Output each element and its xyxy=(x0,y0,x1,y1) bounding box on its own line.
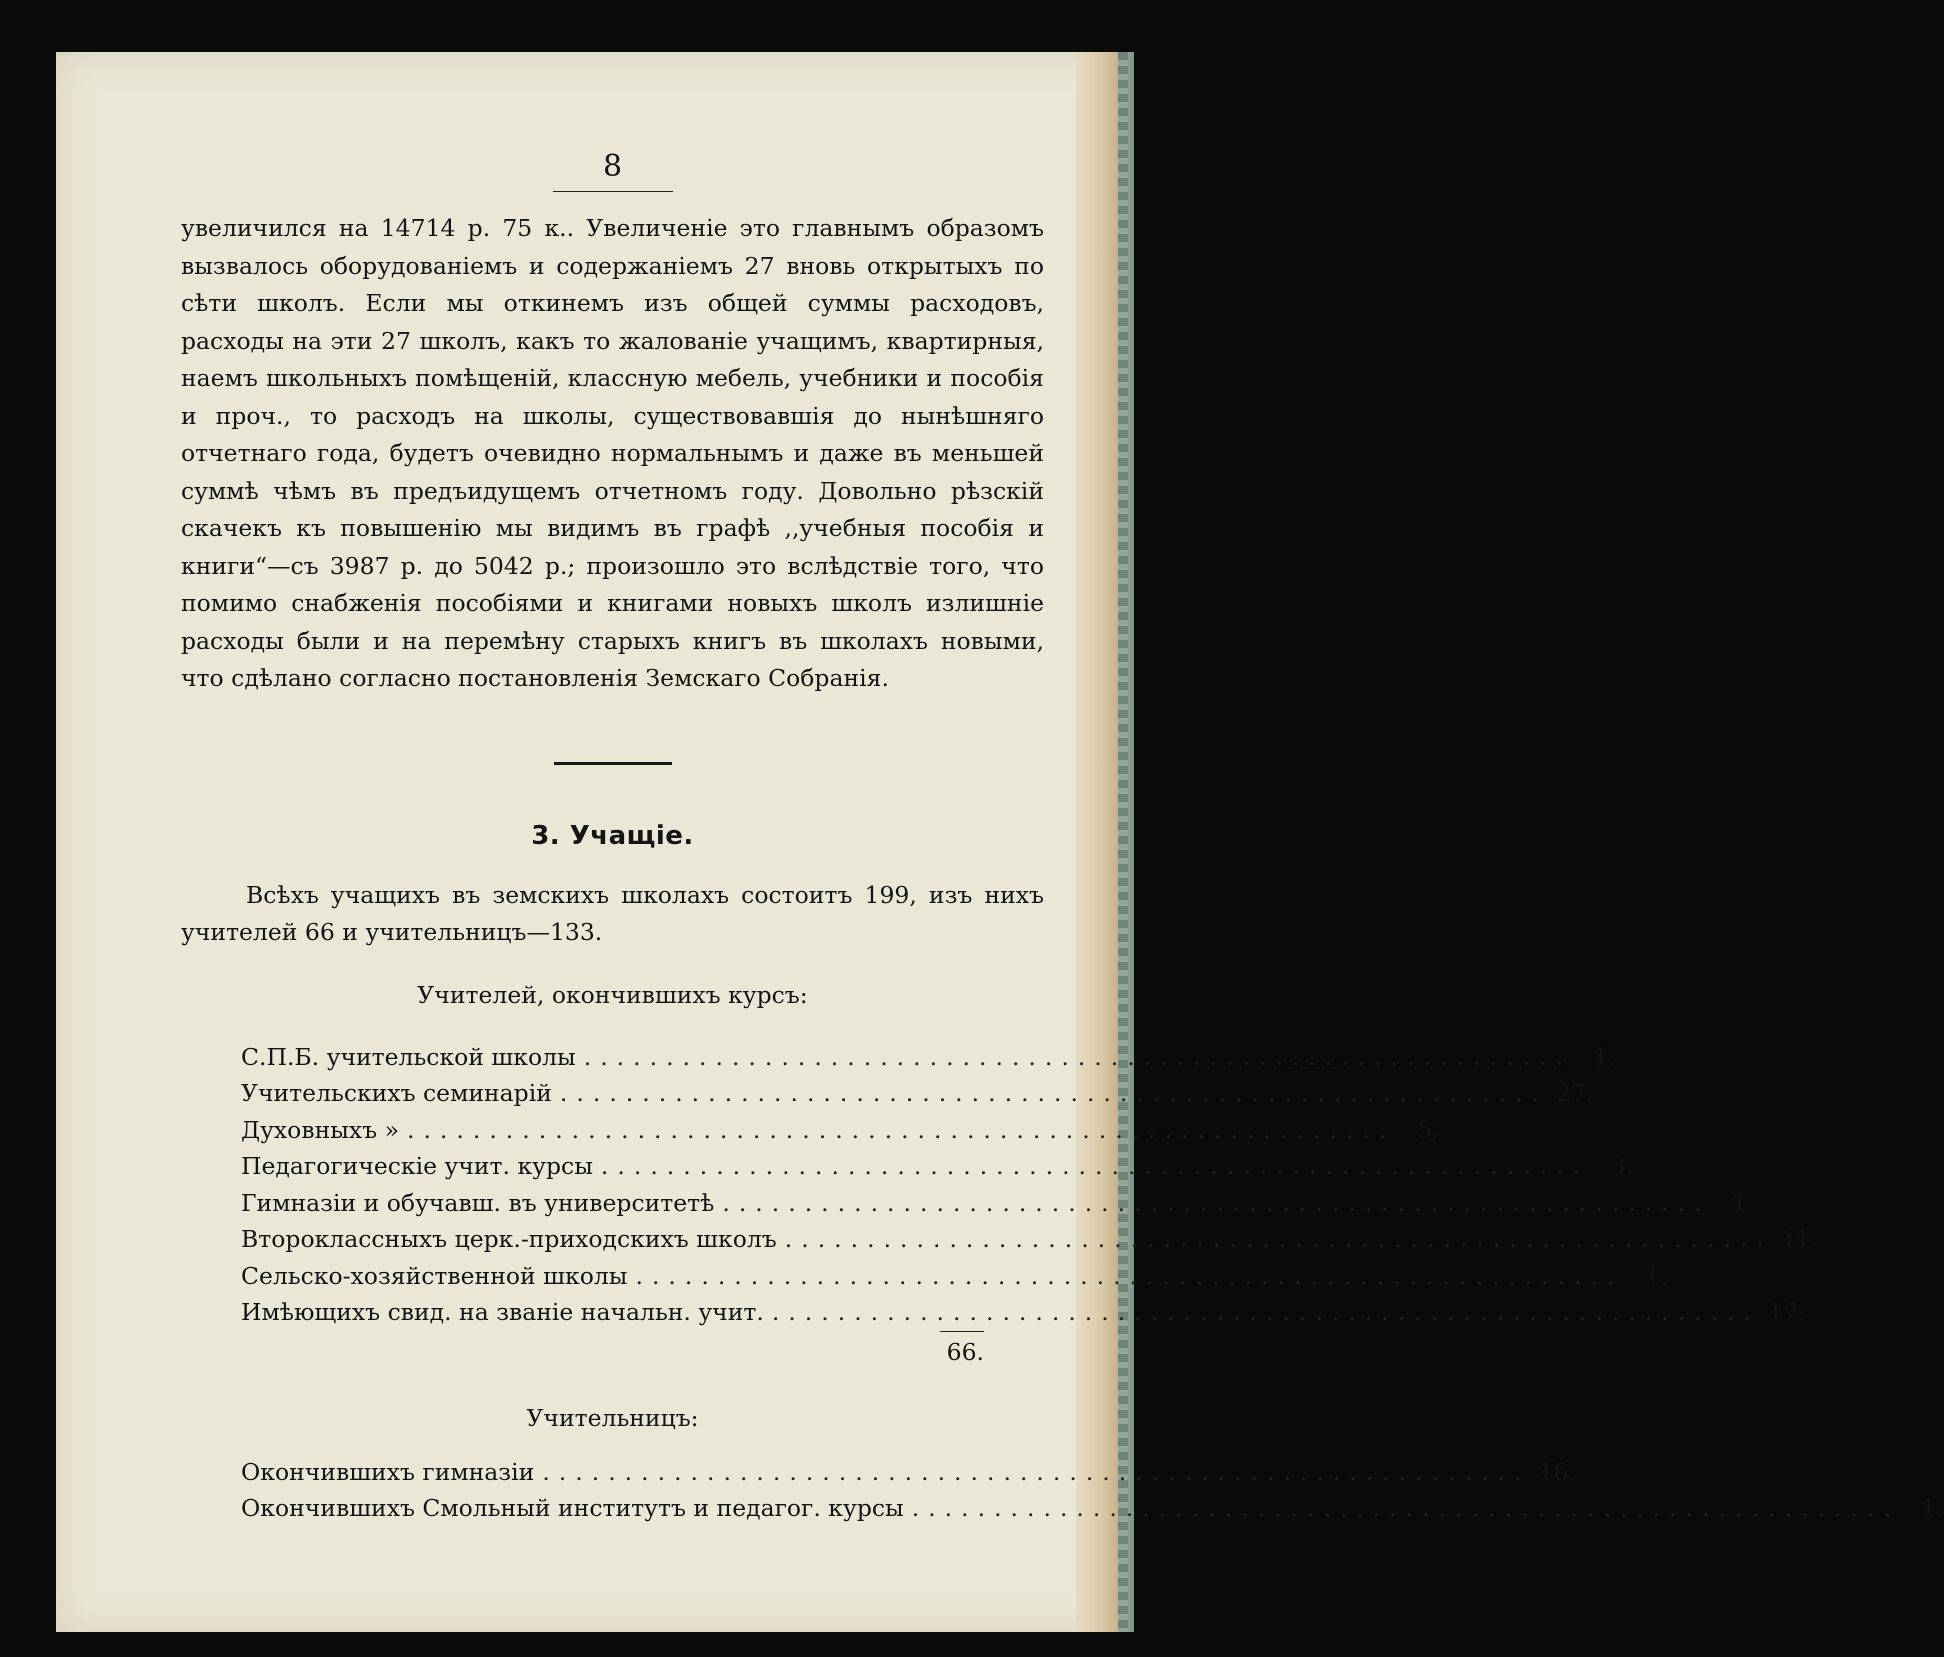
teacher-category-count: 3. xyxy=(1610,1152,1634,1180)
teacher-category-row xyxy=(241,1258,1668,1295)
teacher-category-count: 17. xyxy=(1768,1298,1806,1326)
teacher-category-count: 5. xyxy=(1416,1115,1440,1144)
dot-leader: ............................................................ xyxy=(911,1494,1900,1522)
teachers-list xyxy=(181,1039,1819,1370)
section-title: 3. Учащіе. xyxy=(531,820,694,851)
teacher-category-label: С.П.Б. учительской школы xyxy=(241,1042,576,1071)
body-paragraph: увеличился на 14714 р. 75 к.. Увеличеніе это главнымъ образомъ вызвалось оборудованіемъ и содержаніемъ 27 вновь открытыхъ по сѣти школъ. Если мы откинемъ изъ общей суммы расходовъ, расходы на эти 27 школъ, какъ то жалованіе учащимъ, квартирныя, наемъ школьныхъ помѣщеній, классную мебель, учебники и пособія и проч., то расходъ на школы, существовавшія до нынѣшняго отчетнаго года, будетъ очевидно нормальнымъ и даже въ меньшей суммѣ чѣмъ въ предъидущемъ отчетномъ году. Довольно рѣзскій скачекъ къ повышенію мы видимъ въ графѣ ,,учебныя пособія и книги“—съ 3987 р. до 5042 р.; произошло это вслѣдствіе того, что помимо снабженія пособіями и книгами новыхъ школъ излишніе расходы были и на перемѣну старыхъ книгъ въ школахъ новыми, что сдѣлано согласно постановленія Земскаго Собранія. xyxy=(181,214,1044,692)
teacher-category-label: Учительскихъ семинарій xyxy=(241,1079,552,1107)
female-teacher-category-label: Окончившихъ гимназіи xyxy=(241,1457,535,1486)
female-teacher-category-row xyxy=(241,1490,1944,1527)
teacher-category-row xyxy=(241,1148,1634,1185)
page-number: 8 xyxy=(553,147,673,192)
teacher-category-label: Духовныхъ » xyxy=(241,1115,399,1144)
teacher-category-label: Второклассныхъ церк.-приходскихъ школъ xyxy=(241,1225,777,1253)
teacher-category-count: 1. xyxy=(1645,1261,1668,1290)
dot-leader: ............................................................ xyxy=(600,1152,1590,1180)
teachers-heading: Учителей, окончившихъ курсъ: xyxy=(417,980,808,1009)
dot-leader: ............................................................ xyxy=(542,1457,1531,1486)
teacher-category-row xyxy=(241,1112,1440,1149)
book-page xyxy=(56,52,1944,1632)
teacher-category-label: Имѣющихъ свид. на званіе начальн. учит. xyxy=(241,1298,764,1326)
teachers-total xyxy=(241,1331,984,1370)
dot-leader: ............................................................ xyxy=(784,1225,1773,1253)
teacher-category-count: 11. xyxy=(1780,1225,1819,1253)
teacher-category-row xyxy=(241,1294,1806,1331)
female-teachers-list xyxy=(181,1454,1944,1527)
female-teacher-category-label: Окончившихъ Смольный институтъ и педагог. курсы xyxy=(241,1494,904,1522)
female-teachers-heading: Учительницъ: xyxy=(526,1403,699,1432)
dot-leader: ............................................................ xyxy=(771,1298,1761,1326)
section-divider xyxy=(554,762,672,765)
teacher-category-row xyxy=(241,1185,1755,1222)
female-teacher-category-row xyxy=(241,1454,1576,1491)
dot-leader: ............................................................ xyxy=(583,1042,1572,1071)
teacher-category-row xyxy=(241,1075,1594,1112)
teacher-category-row xyxy=(241,1039,1616,1076)
teacher-category-row xyxy=(241,1221,1819,1258)
teacher-category-count: 1. xyxy=(1732,1188,1755,1217)
female-teacher-category-count: 1. xyxy=(1921,1494,1944,1522)
book-spine xyxy=(1076,52,1134,1632)
teacher-category-label: Гимназіи и обучавш. въ университетѣ xyxy=(241,1188,715,1217)
spine-edge xyxy=(1118,52,1128,1632)
dot-leader: ............................................................ xyxy=(406,1115,1396,1144)
teacher-category-label: Педагогическіе учит. курсы xyxy=(241,1152,593,1180)
teacher-category-label: Сельско-хозяйственной школы xyxy=(241,1261,628,1290)
teacher-category-count: 27. xyxy=(1556,1079,1594,1107)
intro-paragraph: Всѣхъ учащихъ въ земскихъ школахъ состоитъ 199, изъ нихъ учителей 66 и учительницъ—133. xyxy=(181,880,1044,946)
page-content xyxy=(181,147,1944,1527)
teachers-total-value: 66. xyxy=(940,1331,984,1370)
female-teacher-category-count: 16. xyxy=(1538,1457,1576,1486)
teacher-category-count: 1. xyxy=(1593,1042,1616,1071)
dot-leader: ............................................................ xyxy=(722,1188,1711,1217)
dot-leader: ............................................................ xyxy=(559,1079,1549,1107)
dot-leader: ............................................................ xyxy=(635,1261,1624,1290)
